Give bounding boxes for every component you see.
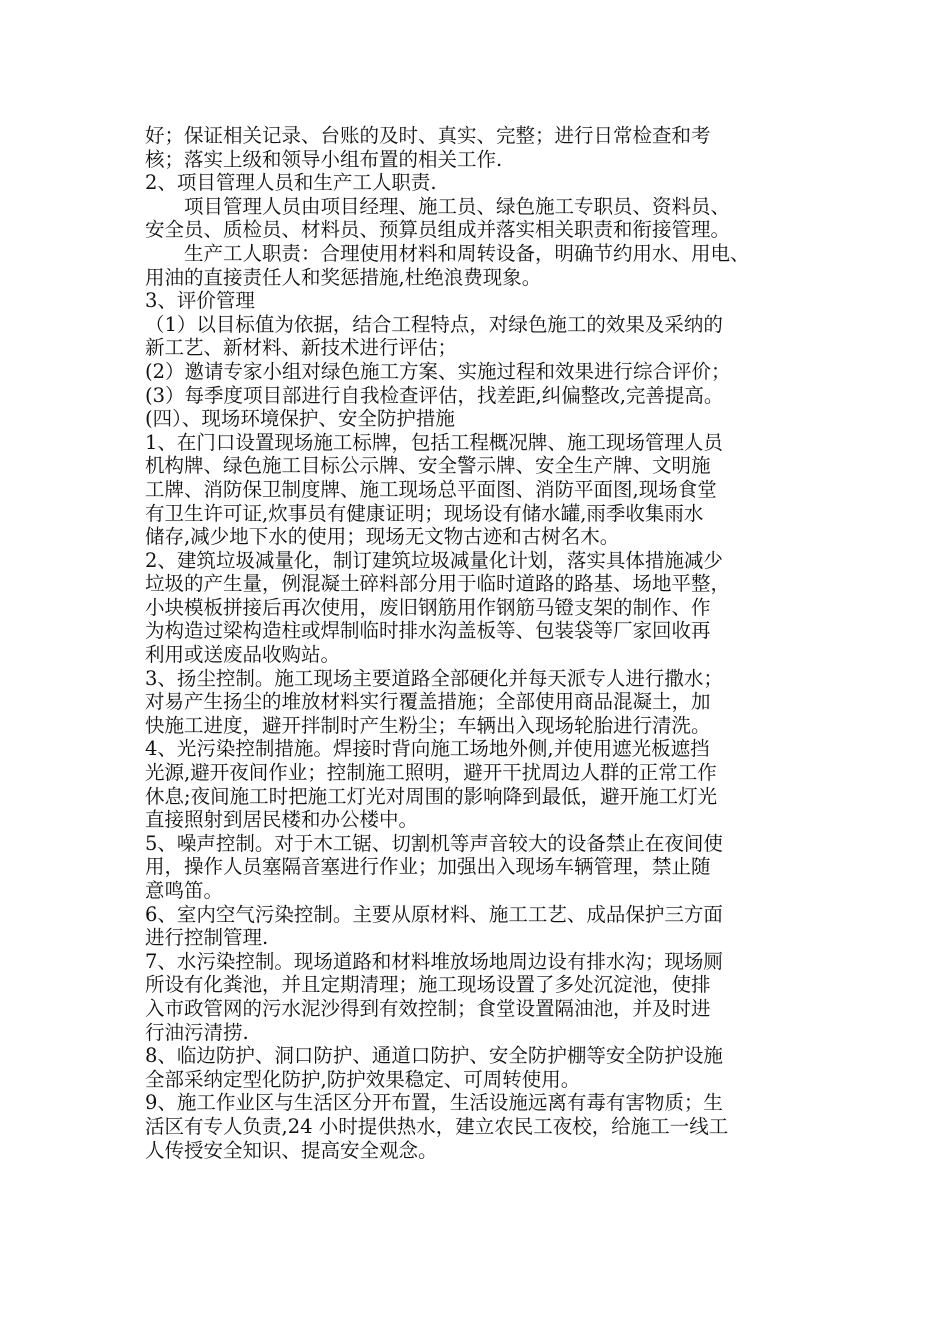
text-line: 小块模板拼接后再次使用，废旧钢筋用作钢筋马镫支架的制作、作 (145, 595, 711, 619)
text-line: 4、光污染控制措施。焊接时背向施工场地外侧,并使用遮光板遮挡 (145, 737, 710, 761)
text-line: 对易产生扬尘的堆放材料实行覆盖措施；全部使用商品混凝土，加 (145, 690, 711, 714)
text-line: 有卫生许可证,炊事员有健康证明；现场设有储水罐,雨季收集雨水 (145, 501, 704, 525)
text-line: 9、施工作业区与生活区分开布置，生活设施远离有毒有害物质；生 (145, 1091, 723, 1115)
text-line: 用油的直接责任人和奖惩措施,杜绝浪费现象。 (145, 265, 542, 289)
text-line: 为构造过梁构造柱或焊制临时排水沟盖板等、包装袋等厂家回收再 (145, 619, 711, 643)
text-line: 全部采纳定型化防护,防护效果稳定、可周转使用。 (145, 1067, 581, 1091)
body-text (145, 124, 825, 1162)
text-line: (四）、现场环境保护、安全防护措施 (145, 407, 455, 431)
text-line: 好；保证相关记录、台账的及时、真实、完整；进行日常检查和考 (145, 124, 711, 147)
text-line: 机构牌、绿色施工目标公示牌、安全警示牌、安全生产牌、文明施 (145, 454, 711, 478)
text-line: 垃圾的产生量，例混凝土碎料部分用于临时道路的路基、场地平整， (145, 572, 731, 596)
text-line: 活区有专人负责,24 小时提供热水，建立农民工夜校，给施工一线工 (145, 1114, 729, 1138)
text-line: 生产工人职责：合理使用材料和周转设备，明确节约用水、用电、 (145, 241, 750, 265)
text-line: 利用或送废品收购站。 (145, 643, 341, 667)
text-line: (2）邀请专家小组对绿色施工方案、实施过程和效果进行综合评价； (145, 359, 731, 383)
text-line: 5、噪声控制。对于木工锯、切割机等声音较大的设备禁止在夜间使 (145, 831, 723, 855)
text-line: (3）每季度项目部进行自我检查评估，找差距,纠偏整改,完善提高。 (145, 383, 724, 407)
text-line: 用，操作人员塞隔音塞进行作业；加强出入现场车辆管理，禁止随 (145, 855, 711, 879)
text-line: 直接照射到居民楼和办公楼中。 (145, 808, 419, 832)
text-line: 项目管理人员由项目经理、施工员、绿色施工专职员、资料员、 (145, 194, 731, 218)
text-line: 3、扬尘控制。施工现场主要道路全部硬化并每天派专人进行撒水； (145, 666, 723, 690)
text-line: 休息;夜间施工时把施工灯光对周围的影响降到最低，避开施工灯光 (145, 784, 718, 808)
text-line: 核；落实上级和领导小组布置的相关工作. (145, 147, 503, 171)
text-line: （1）以目标值为依据，结合工程特点，对绿色施工的效果及采纳的 (145, 312, 723, 336)
text-line: 2、建筑垃圾减量化，制订建筑垃圾减量化计划，落实具体措施减少 (145, 548, 723, 572)
text-line: 2、项目管理人员和生产工人职责. (145, 171, 437, 195)
text-line: 3、评价管理 (145, 289, 255, 313)
text-line: 人传授安全知识、提高安全观念。 (145, 1138, 438, 1162)
text-line: 6、室内空气污染控制。主要从原材料、施工工艺、成品保护三方面 (145, 902, 723, 926)
text-line: 行油污清捞. (145, 1020, 249, 1044)
text-line: 安全员、质检员、材料员、预算员组成并落实相关职责和衔接管理。 (145, 218, 731, 242)
text-line: 进行控制管理. (145, 926, 269, 950)
text-line: 7、水污染控制。现场道路和材料堆放场地周边设有排水沟；现场厕 (145, 949, 723, 973)
text-line: 工牌、消防保卫制度牌、施工现场总平面图、消防平面图,现场食堂 (145, 477, 717, 501)
text-line: 储存,减少地下水的使用；现场无文物古迹和古树名木。 (145, 525, 620, 549)
text-line: 入市政管网的污水泥沙得到有效控制；食堂设置隔油池，并及时进 (145, 996, 711, 1020)
text-line: 意鸣笛。 (145, 879, 224, 902)
text-line: 光源,避开夜间作业；控制施工照明，避开干扰周边人群的正常工作 (145, 761, 717, 785)
text-line: 快施工进度，避开拌制时产生粉尘；车辆出入现场轮胎进行清洗。 (145, 713, 711, 737)
text-line: 所设有化粪池，并且定期清理；施工现场设置了多处沉淀池，使排 (145, 973, 711, 997)
text-line: 1、在门口设置现场施工标牌，包括工程概况牌、施工现场管理人员 (145, 430, 723, 454)
text-line: 新工艺、新材料、新技术进行评估； (145, 336, 458, 360)
text-line: 8、临边防护、洞口防护、通道口防护、安全防护棚等安全防护设施 (145, 1044, 723, 1068)
